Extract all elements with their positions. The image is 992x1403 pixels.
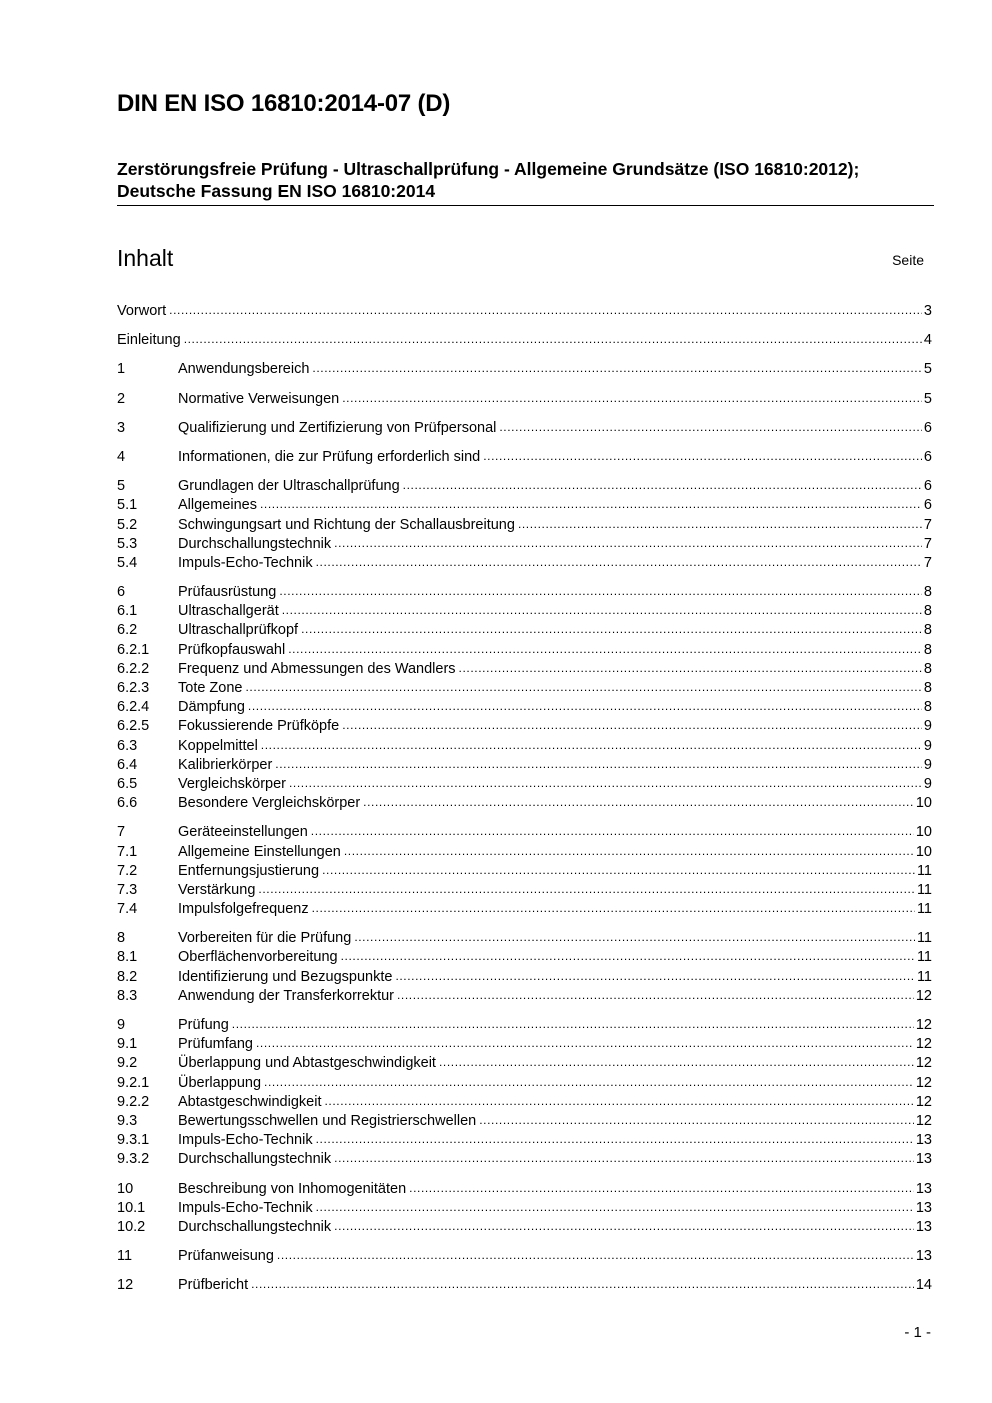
toc-entry-title: Ultraschallprüfkopf xyxy=(178,622,299,639)
toc-entry-number: 5.3 xyxy=(117,535,138,552)
toc-entry-number: 8.1 xyxy=(117,949,138,966)
toc-entry-title: Identifizierung und Bezugspunkte xyxy=(178,968,393,985)
toc-entry-page: 9 xyxy=(923,718,932,735)
toc-entry-page: 11 xyxy=(916,930,932,947)
toc-entry-page: 6 xyxy=(923,497,932,514)
dot-leader xyxy=(499,419,922,437)
toc-entry-page: 12 xyxy=(915,1055,932,1072)
toc-entry-page: 8 xyxy=(923,641,932,658)
dot-leader xyxy=(334,1150,914,1168)
dot-leader xyxy=(248,698,922,716)
toc-entry[interactable] xyxy=(117,987,932,1006)
toc-group xyxy=(117,583,932,813)
toc-entry-title: Überlappung und Abtastgeschwindigkeit xyxy=(178,1055,436,1072)
toc-entry-number: 8.2 xyxy=(117,968,138,985)
toc-entry-title: Beschreibung von Inhomogenitäten xyxy=(178,1180,407,1197)
toc-entry[interactable] xyxy=(117,1276,932,1295)
toc-entry-number: 8 xyxy=(117,930,126,947)
toc-entry-number: 9.3 xyxy=(117,1112,138,1129)
toc-entry-page: 13 xyxy=(915,1151,932,1168)
toc-entry-page: 12 xyxy=(915,987,932,1004)
toc-entry-page: 13 xyxy=(915,1199,932,1216)
dot-leader xyxy=(260,496,922,514)
toc-entry[interactable] xyxy=(117,496,932,515)
toc-entry-number: 9.3.2 xyxy=(117,1151,150,1168)
dot-leader xyxy=(184,331,922,349)
toc-entry-page: 7 xyxy=(923,516,932,533)
dot-leader xyxy=(403,477,922,495)
toc-entry-number: 6.5 xyxy=(117,775,138,792)
toc-entry[interactable] xyxy=(117,1016,932,1035)
toc-entry[interactable] xyxy=(117,1150,932,1169)
toc-entry-title: Fokussierende Prüfköpfe xyxy=(178,718,340,735)
toc-entry[interactable] xyxy=(117,698,932,717)
toc-page-column-label: Seite xyxy=(892,252,924,268)
dot-leader xyxy=(251,1276,914,1294)
toc-entry-number: 6.1 xyxy=(117,603,138,620)
toc-entry[interactable] xyxy=(117,583,932,602)
dot-leader xyxy=(264,1074,914,1092)
toc-entry-page: 8 xyxy=(923,699,932,716)
toc-entry-title: Anwendung der Transferkorrektur xyxy=(178,987,394,1004)
dot-leader xyxy=(342,717,922,735)
toc-entry-page: 11 xyxy=(916,968,932,985)
toc-entry[interactable] xyxy=(117,900,932,919)
toc-entry-title: Allgemeine Einstellungen xyxy=(178,843,341,860)
toc-entry-page: 8 xyxy=(923,660,932,677)
toc-entry[interactable] xyxy=(117,1247,932,1266)
toc-entry-title: Anwendungsbereich xyxy=(178,361,310,378)
toc-entry-page: 6 xyxy=(923,419,932,436)
toc-group xyxy=(117,302,932,321)
toc-entry-page: 8 xyxy=(923,603,932,620)
toc-group xyxy=(117,929,932,1006)
toc-entry-title: Prüfausrüstung xyxy=(178,584,277,601)
toc-group xyxy=(117,419,932,438)
toc-entry-page: 12 xyxy=(915,1093,932,1110)
toc-entry-page: 9 xyxy=(923,737,932,754)
toc-entry-number: 9.2.2 xyxy=(117,1093,150,1110)
toc-entry-page: 13 xyxy=(915,1132,932,1149)
toc-entry[interactable] xyxy=(117,756,932,775)
toc-entry-page: 3 xyxy=(923,303,932,319)
toc-entry-page: 12 xyxy=(915,1036,932,1053)
toc-entry-title: Allgemeines xyxy=(178,497,257,514)
document-title: DIN EN ISO 16810:2014-07 (D) xyxy=(117,90,451,117)
toc-entry-title: Prüfanweisung xyxy=(178,1248,274,1265)
toc-entry-page: 7 xyxy=(923,554,932,571)
toc-entry-number: 6.2.3 xyxy=(117,680,150,696)
toc-entry-number: 8.3 xyxy=(117,987,138,1004)
toc-entry[interactable] xyxy=(117,679,932,698)
toc-entry-number: 10.1 xyxy=(117,1199,146,1216)
toc-entry[interactable] xyxy=(117,660,932,679)
toc-entry[interactable] xyxy=(117,554,932,573)
toc-entry-page: 10 xyxy=(915,795,932,812)
toc-entry-title: Impuls-Echo-Technik xyxy=(178,1199,313,1216)
title-divider xyxy=(117,205,934,206)
toc-heading: Inhalt xyxy=(117,245,174,271)
toc-entry-title: Vorwort xyxy=(117,303,167,319)
dot-leader xyxy=(316,554,922,572)
toc-entry-page: 11 xyxy=(916,949,932,966)
toc-entry-title: Geräteeinstellungen xyxy=(178,824,308,841)
toc-entry-page: 10 xyxy=(915,824,932,841)
dot-leader xyxy=(409,1180,914,1198)
toc-entry-title: Prüfkopfauswahl xyxy=(178,641,286,658)
toc-entry-title: Verstärkung xyxy=(178,881,256,898)
toc-entry-page: 13 xyxy=(915,1218,932,1235)
toc-entry-number: 5.1 xyxy=(117,497,138,514)
toc-entry-title: Durchschallungstechnik xyxy=(178,1218,332,1235)
toc-entry-title: Bewertungsschwellen und Registrierschwellen xyxy=(178,1112,477,1129)
toc-entry-page: 11 xyxy=(916,862,932,879)
toc-entry[interactable] xyxy=(117,843,932,862)
dot-leader xyxy=(288,641,922,659)
toc-entry[interactable] xyxy=(117,1131,932,1150)
toc-group xyxy=(117,1016,932,1170)
toc-entry-title: Prüfbericht xyxy=(178,1277,249,1294)
toc-entry-title: Oberflächenvorbereitung xyxy=(178,949,338,966)
dot-leader xyxy=(275,756,922,774)
toc-entry[interactable] xyxy=(117,794,932,813)
dot-leader xyxy=(363,794,914,812)
toc-entry-number: 7.2 xyxy=(117,862,138,879)
toc-entry-page: 9 xyxy=(923,756,932,773)
toc-entry-page: 12 xyxy=(915,1112,932,1129)
dot-leader xyxy=(279,583,922,601)
toc-group xyxy=(117,1247,932,1266)
toc-entry[interactable] xyxy=(117,302,932,321)
toc-entry[interactable] xyxy=(117,929,932,948)
toc-entry-title: Entfernungsjustierung xyxy=(178,862,320,879)
dot-leader xyxy=(342,390,922,408)
toc-entry-title: Vergleichskörper xyxy=(178,775,286,792)
toc-group xyxy=(117,1276,932,1295)
toc-entry-title: Prüfumfang xyxy=(178,1036,253,1053)
toc-entry-page: 10 xyxy=(915,843,932,860)
toc-entry-number: 6.2.4 xyxy=(117,699,150,716)
toc-entry[interactable] xyxy=(117,331,932,350)
toc-entry-title: Einleitung xyxy=(117,332,181,349)
dot-leader xyxy=(459,660,922,678)
toc-entry[interactable] xyxy=(117,1218,932,1237)
toc-entry-page: 12 xyxy=(915,1074,932,1091)
toc-entry[interactable] xyxy=(117,948,932,967)
dot-leader xyxy=(341,948,915,966)
toc-entry-title: Impuls-Echo-Technik xyxy=(178,1132,313,1149)
dot-leader xyxy=(261,737,922,755)
toc-entry-number: 5.4 xyxy=(117,554,138,571)
toc-entry-page: 8 xyxy=(923,584,932,601)
toc-entry-number: 6.2.1 xyxy=(117,641,150,658)
toc-entry-page: 9 xyxy=(923,775,932,792)
toc-entry-number: 7.3 xyxy=(117,881,138,898)
toc-entry-title: Abtastgeschwindigkeit xyxy=(178,1093,322,1110)
toc-entry[interactable] xyxy=(117,1180,932,1199)
toc-entry-number: 6.2.5 xyxy=(117,718,150,735)
toc-entry-title: Schwingungsart und Richtung der Schallausbreitung xyxy=(178,516,515,533)
document-subtitle: Zerstörungsfreie Prüfung - Ultraschallprüfung - Allgemeine Grundsätze (ISO 16810:2012); Deutsche Fassung EN ISO 16810:2014 xyxy=(117,159,860,201)
toc-entry[interactable] xyxy=(117,737,932,756)
dot-leader xyxy=(312,360,922,378)
toc-entry[interactable] xyxy=(117,717,932,736)
dot-leader xyxy=(282,602,922,620)
dot-leader xyxy=(277,1247,914,1265)
toc-entry[interactable] xyxy=(117,621,932,640)
toc-entry-title: Qualifizierung und Zertifizierung von Prüfpersonal xyxy=(178,419,497,436)
toc-entry[interactable] xyxy=(117,775,932,794)
toc-entry[interactable] xyxy=(117,390,932,409)
table-of-contents xyxy=(117,302,932,1305)
toc-group xyxy=(117,1180,932,1238)
dot-leader xyxy=(334,535,922,553)
toc-entry-number: 10.2 xyxy=(117,1218,146,1235)
dot-leader xyxy=(518,516,922,534)
toc-entry-number: 6.3 xyxy=(117,737,138,754)
toc-entry[interactable] xyxy=(117,602,932,621)
toc-entry-page: 7 xyxy=(923,535,932,552)
toc-entry[interactable] xyxy=(117,1035,932,1054)
dot-leader xyxy=(246,679,922,697)
toc-entry-title: Dämpfung xyxy=(178,699,245,716)
toc-entry-page: 13 xyxy=(915,1248,932,1265)
toc-entry[interactable] xyxy=(117,881,932,900)
toc-entry-title: Durchschallungstechnik xyxy=(178,535,332,552)
dot-leader xyxy=(316,1131,914,1149)
toc-entry-number: 6.4 xyxy=(117,756,138,773)
page-number: - 1 - xyxy=(904,1324,931,1341)
toc-entry-number: 6.2.2 xyxy=(117,660,150,677)
toc-entry[interactable] xyxy=(117,360,932,379)
toc-entry-title: Informationen, die zur Prüfung erforderlich sind xyxy=(178,448,481,465)
toc-entry-number: 5.2 xyxy=(117,516,138,533)
toc-entry-title: Durchschallungstechnik xyxy=(178,1151,332,1168)
dot-leader xyxy=(316,1199,914,1217)
toc-entry[interactable] xyxy=(117,419,932,438)
toc-entry-number: 7.1 xyxy=(117,843,138,860)
dot-leader xyxy=(301,621,922,639)
toc-entry-number: 7.4 xyxy=(117,901,138,918)
dot-leader xyxy=(344,843,914,861)
dot-leader xyxy=(258,881,915,899)
toc-entry-title: Impulsfolgefrequenz xyxy=(178,901,309,918)
toc-entry-page: 14 xyxy=(915,1277,932,1294)
toc-entry-page: 4 xyxy=(923,332,932,349)
toc-entry-page: 11 xyxy=(916,901,932,918)
toc-group xyxy=(117,823,932,919)
toc-entry-number: 6 xyxy=(117,584,126,601)
toc-entry[interactable] xyxy=(117,1093,932,1112)
toc-entry-page: 6 xyxy=(923,478,932,495)
toc-entry[interactable] xyxy=(117,862,932,881)
toc-entry-number: 1 xyxy=(117,361,126,378)
toc-entry-title: Normative Verweisungen xyxy=(178,390,340,407)
toc-entry-title: Vorbereiten für die Prüfung xyxy=(178,930,352,947)
toc-entry-title: Koppelmittel xyxy=(178,737,258,754)
dot-leader xyxy=(312,900,915,918)
toc-entry[interactable] xyxy=(117,1074,932,1093)
dot-leader xyxy=(479,1112,914,1130)
toc-entry-title: Frequenz und Abmessungen des Wandlers xyxy=(178,660,456,677)
toc-entry-page: 11 xyxy=(916,881,932,898)
toc-entry-number: 6.6 xyxy=(117,795,138,812)
toc-entry-number: 9.3.1 xyxy=(117,1132,150,1149)
dot-leader xyxy=(311,823,914,841)
toc-entry[interactable] xyxy=(117,1054,932,1073)
toc-group xyxy=(117,448,932,467)
toc-group xyxy=(117,331,932,350)
dot-leader xyxy=(354,929,915,947)
toc-entry-number: 9.1 xyxy=(117,1036,138,1053)
toc-entry-title: Tote Zone xyxy=(178,680,243,696)
dot-leader xyxy=(334,1218,914,1236)
toc-entry[interactable] xyxy=(117,1112,932,1131)
toc-entry-number: 10 xyxy=(117,1180,134,1197)
dot-leader xyxy=(397,987,914,1005)
toc-entry-page: 6 xyxy=(923,448,932,465)
toc-entry-page: 5 xyxy=(923,361,932,378)
toc-entry-number: 2 xyxy=(117,390,126,407)
toc-group xyxy=(117,477,932,573)
dot-leader xyxy=(324,1093,913,1111)
toc-entry-page: 5 xyxy=(923,390,932,407)
toc-group xyxy=(117,360,932,379)
toc-entry[interactable] xyxy=(117,823,932,842)
toc-entry[interactable] xyxy=(117,968,932,987)
dot-leader xyxy=(322,862,915,880)
toc-entry-number: 4 xyxy=(117,448,126,465)
toc-entry-title: Kalibrierkörper xyxy=(178,756,273,773)
toc-entry[interactable] xyxy=(117,448,932,467)
dot-leader xyxy=(483,448,922,466)
toc-entry-title: Impuls-Echo-Technik xyxy=(178,554,313,571)
dot-leader xyxy=(232,1016,914,1034)
toc-entry-number: 6.2 xyxy=(117,622,138,639)
dot-leader xyxy=(289,775,922,793)
toc-entry-number: 9 xyxy=(117,1017,126,1033)
dot-leader xyxy=(169,302,922,320)
toc-entry-number: 7 xyxy=(117,824,126,841)
dot-leader xyxy=(395,968,915,986)
toc-entry-title: Überlappung xyxy=(178,1074,262,1091)
toc-entry-title: Prüfung xyxy=(178,1017,229,1033)
toc-entry-number: 5 xyxy=(117,478,126,495)
toc-entry-number: 11 xyxy=(117,1248,133,1265)
toc-entry-number: 12 xyxy=(117,1277,134,1294)
toc-entry-page: 8 xyxy=(923,622,932,639)
toc-entry-page: 8 xyxy=(923,680,932,696)
toc-entry[interactable] xyxy=(117,535,932,554)
toc-entry[interactable] xyxy=(117,477,932,496)
toc-entry-number: 3 xyxy=(117,419,126,436)
toc-entry-number: 9.2.1 xyxy=(117,1074,150,1091)
toc-group xyxy=(117,390,932,409)
dot-leader xyxy=(439,1054,914,1072)
toc-entry-number: 9.2 xyxy=(117,1055,138,1072)
dot-leader xyxy=(256,1035,914,1053)
toc-entry-page: 13 xyxy=(915,1180,932,1197)
toc-entry-page: 12 xyxy=(915,1017,932,1033)
toc-entry[interactable] xyxy=(117,516,932,535)
toc-entry[interactable] xyxy=(117,1199,932,1218)
toc-entry[interactable] xyxy=(117,641,932,660)
toc-entry-title: Besondere Vergleichskörper xyxy=(178,795,361,812)
toc-entry-title: Ultraschallgerät xyxy=(178,603,279,620)
toc-entry-title: Grundlagen der Ultraschallprüfung xyxy=(178,478,400,495)
